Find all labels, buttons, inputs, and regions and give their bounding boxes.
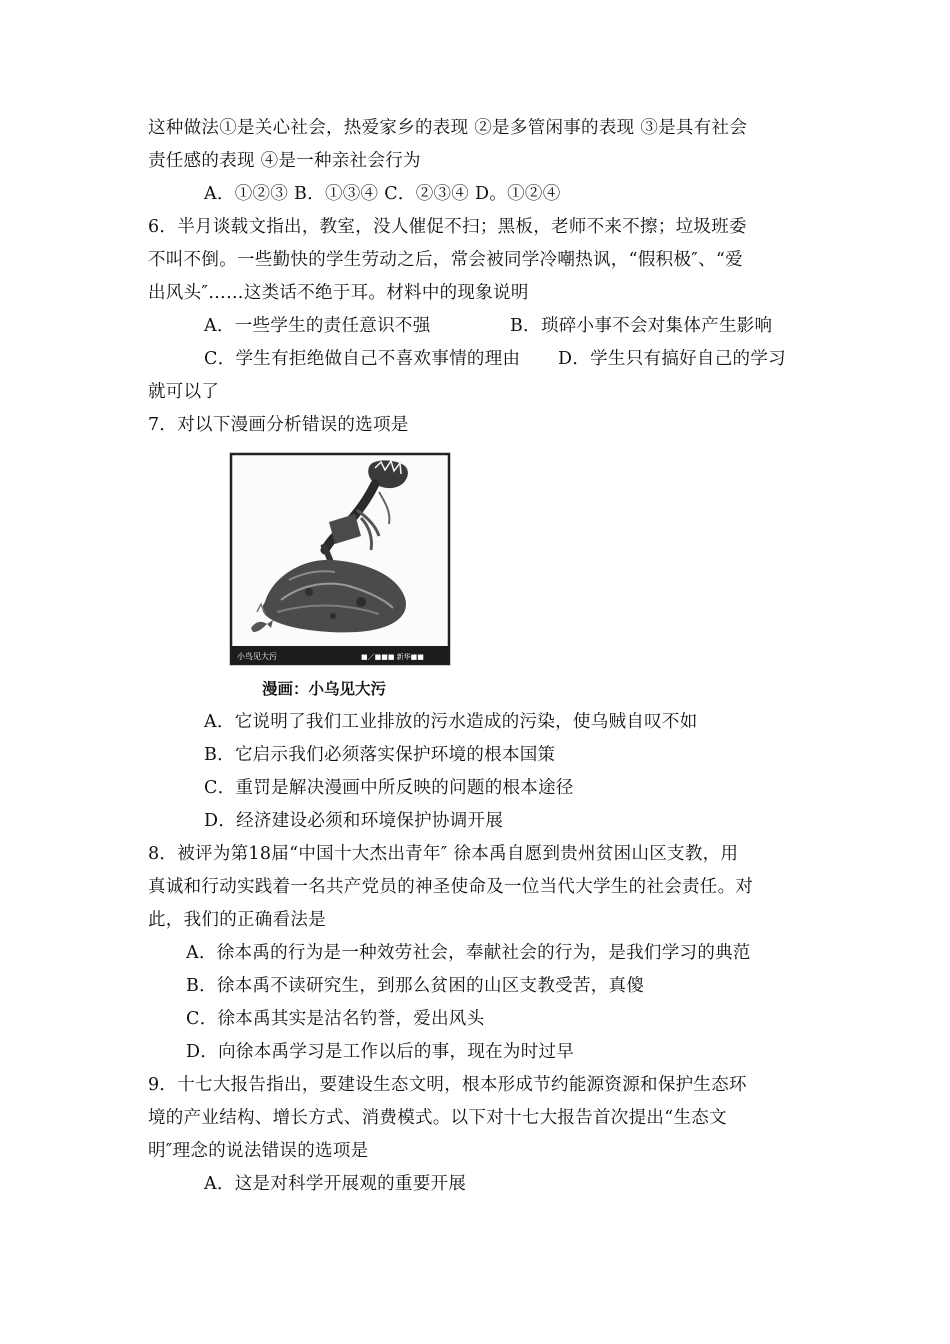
q7-option-a: A．它说明了我们工业排放的污水造成的污染，使乌贼自叹不如: [204, 712, 698, 732]
q9-stem-line-1: 9．十七大报告指出，要建设生态文明，根本形成节约能源资源和保护生态环: [148, 1075, 747, 1095]
q8-option-d: D．向徐本禹学习是工作以后的事，现在为时过早: [186, 1042, 575, 1062]
q6-option-d-continued: 就可以了: [148, 382, 220, 402]
q7-option-c: C．重罚是解决漫画中所反映的问题的根本途径: [204, 778, 574, 798]
q9-stem-line-2: 境的产业结构、增长方式、消费模式。以下对十七大报告首次提出“生态文: [148, 1108, 727, 1128]
q8-stem-line-1: 8．被评为第18届“中国十大杰出青年″ 徐本禹自愿到贵州贫困山区支教，用: [148, 844, 739, 864]
q6-stem-line-2: 不叫不倒。一些勤快的学生劳动之后，常会被同学冷嘲热讽，“假积极″、“爱: [148, 250, 743, 270]
q7-option-d: D．经济建设必须和环境保护协调开展: [204, 811, 504, 831]
q8-stem-line-2: 真诚和行动实践着一名共产党员的神圣使命及一位当代大学生的社会责任。对: [148, 877, 754, 897]
intro-line-2: 责任感的表现 ④是一种亲社会行为: [148, 151, 421, 171]
q6-stem-line-1: 6．半月谈载文指出，教室，没人催促不扫；黑板，老师不来不擦；垃圾班委: [148, 217, 747, 237]
intro-line-1: 这种做法①是关心社会，热爱家乡的表现 ②是多管闲事的表现 ③是具有社会: [148, 118, 748, 138]
q6-option-a: A．一些学生的责任意识不强: [204, 316, 431, 336]
q7-option-b: B．它启示我们必须落实保护环境的根本国策: [204, 745, 556, 765]
q6-stem-line-3: 出风头″……这类话不绝于耳。材料中的现象说明: [148, 283, 529, 303]
intro-options: A．①②③ B．①③④ C．②③④ D。①②④: [204, 184, 561, 204]
q8-stem-line-3: 此，我们的正确看法是: [148, 910, 326, 930]
cartoon-caption: 漫画：小乌见大污: [262, 680, 387, 698]
cartoon-title-label: 小鸟见大污: [237, 652, 277, 661]
cartoon-image: [229, 452, 451, 666]
q8-option-c: C．徐本禹其实是沽名钓誉，爱出风头: [186, 1009, 485, 1029]
q9-stem-line-3: 明″理念的说法错误的选项是: [148, 1141, 369, 1161]
q8-option-a: A．徐本禹的行为是一种效劳社会，奉献社会的行为，是我们学习的典范: [186, 943, 751, 963]
cartoon-credit-label: ■／■■■ 新华■■: [361, 653, 424, 661]
q9-option-a: A．这是对科学开展观的重要开展: [204, 1174, 467, 1194]
q6-option-c: C．学生有拒绝做自己不喜欢事情的理由: [204, 349, 521, 369]
q6-option-d: D．学生只有搞好自己的学习: [558, 349, 786, 369]
q6-option-b: B．琐碎小事不会对集体产生影响: [510, 316, 773, 336]
q8-option-b: B．徐本禹不读研究生，到那么贫困的山区支教受苦，真傻: [186, 976, 645, 996]
q7-stem: 7．对以下漫画分析错误的选项是: [148, 415, 409, 435]
